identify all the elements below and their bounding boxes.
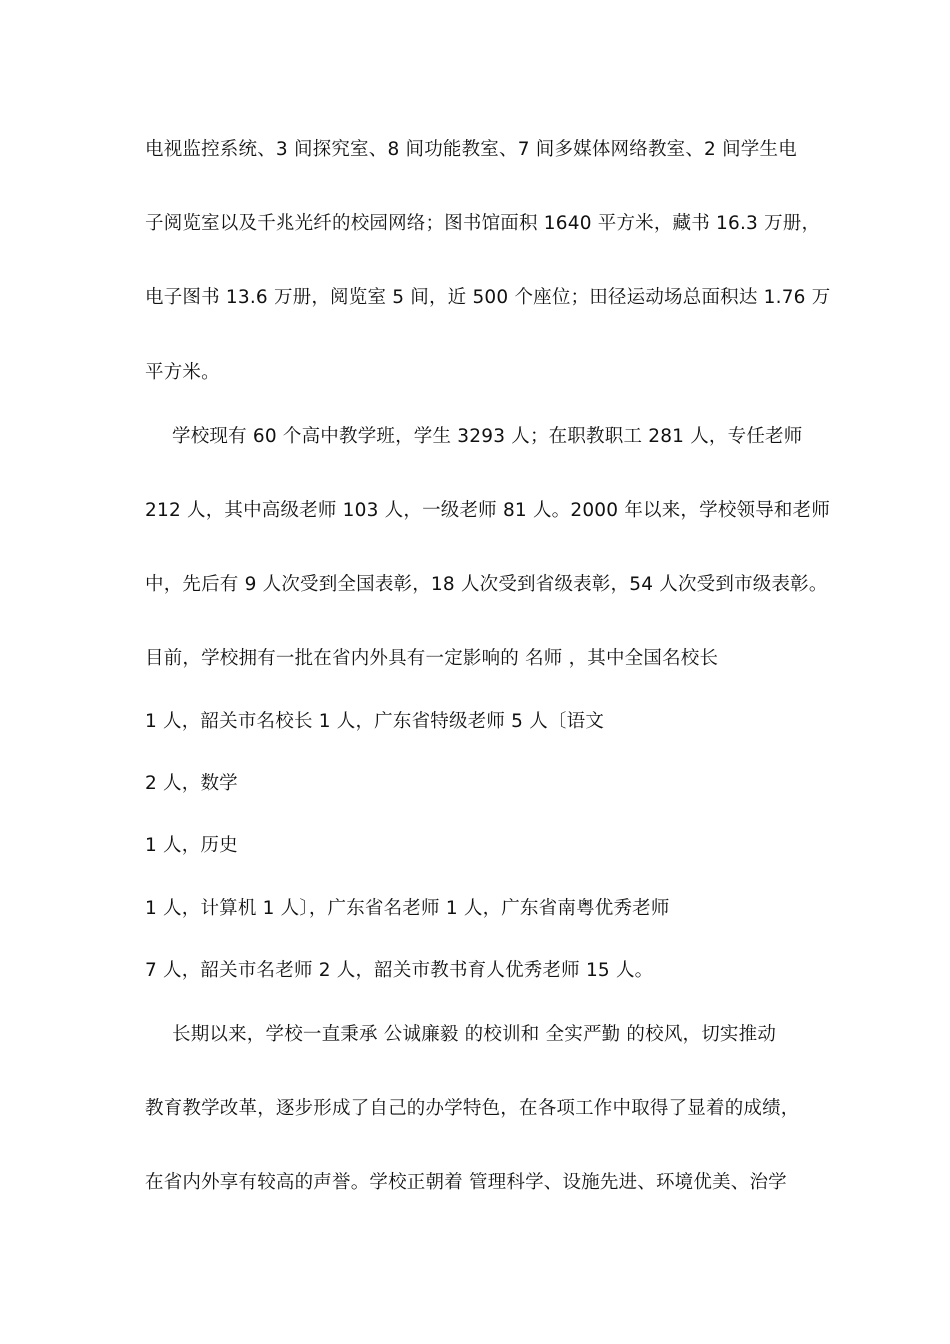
paragraph-2-line-4: 目前，学校拥有一批在省内外具有一定影响的 名师 ，其中全国名校长 <box>145 648 719 669</box>
paragraph-1-line-4: 平方米。 <box>145 362 220 383</box>
paragraph-2-line-6: 2 人，数学 <box>145 773 238 794</box>
paragraph-2-line-3: 中，先后有 9 人次受到全国表彰，18 人次受到省级表彰，54 人次受到市级表彰。 <box>145 574 828 595</box>
paragraph-2-line-5: 1 人，韶关市名校长 1 人，广东省特级老师 5 人〔语文 <box>145 711 605 732</box>
paragraph-1-line-2: 子阅览室以及千兆光纤的校园网络；图书馆面积 1640 平方米，藏书 16.3 万册， <box>145 213 821 234</box>
paragraph-1-line-1: 电视监控系统、3 间探究室、8 间功能教室、7 间多媒体网络教室、2 间学生电 <box>145 139 797 160</box>
paragraph-1-line-3: 电子图书 13.6 万册，阅览室 5 间，近 500 个座位；田径运动场总面积达 1.76 万 <box>145 287 831 308</box>
paragraph-3-line-3: 在省内外享有较高的声誉。学校正朝着 管理科学、设施先进、环境优美、治学 <box>145 1172 787 1193</box>
paragraph-3-line-2: 教育教学改革，逐步形成了自己的办学特色，在各项工作中取得了显着的成绩， <box>145 1098 800 1119</box>
paragraph-2-line-1: 学校现有 60 个高中教学班，学生 3293 人；在职教职工 281 人，专任老师 <box>172 426 803 447</box>
paragraph-2-line-9: 7 人，韶关市名老师 2 人，韶关市教书育人优秀老师 15 人。 <box>145 960 654 981</box>
paragraph-2-line-7: 1 人，历史 <box>145 835 238 856</box>
paragraph-2-line-2: 212 人，其中高级老师 103 人，一级老师 81 人。2000 年以来，学校领导和老师 <box>145 500 831 521</box>
paragraph-2-line-8: 1 人，计算机 1 人〕，广东省名老师 1 人，广东省南粤优秀老师 <box>145 898 670 919</box>
paragraph-3-line-1: 长期以来，学校一直秉承 公诚廉毅 的校训和 全实严勤 的校风，切实推动 <box>172 1024 777 1045</box>
